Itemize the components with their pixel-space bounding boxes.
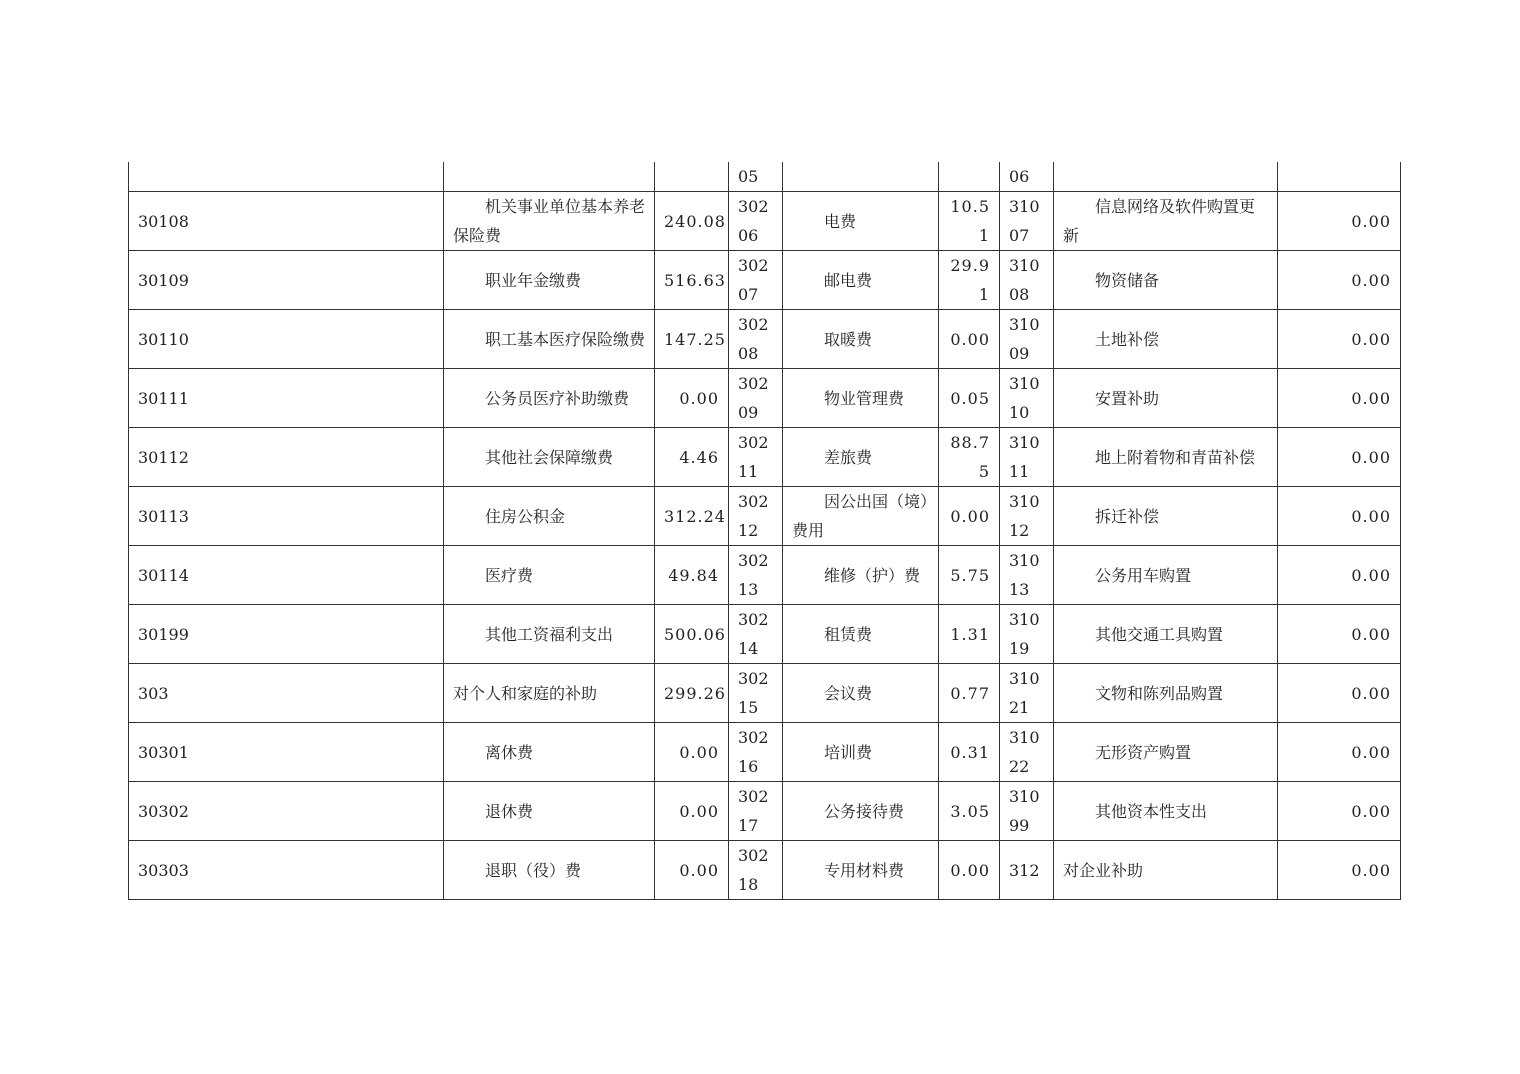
goods-name-cell-text: 电费 bbox=[824, 211, 857, 231]
goods-name-cell bbox=[783, 723, 939, 782]
personnel-amount-cell: 0.00 bbox=[655, 369, 729, 428]
personnel-name-cell-text: 退休费 bbox=[485, 801, 534, 821]
goods-code-cell: 30215 bbox=[729, 664, 783, 723]
goods-name-cell bbox=[783, 192, 939, 251]
personnel-code-cell: 30108 bbox=[129, 192, 444, 251]
capital-amount-cell: 0.00 bbox=[1278, 251, 1401, 310]
table-row bbox=[129, 428, 1401, 487]
personnel-code-cell: 303 bbox=[129, 664, 444, 723]
capital-name-cell-text: 其他交通工具购置 bbox=[1095, 624, 1224, 644]
personnel-name-cell bbox=[444, 487, 655, 546]
table-row bbox=[129, 664, 1401, 723]
table-row bbox=[129, 841, 1401, 900]
goods-name-cell-text: 因公出国（境）费用 bbox=[792, 492, 929, 540]
goods-amount-cell: 0.05 bbox=[939, 369, 1000, 428]
personnel-name-cell bbox=[444, 162, 655, 192]
goods-name-cell bbox=[783, 369, 939, 428]
capital-amount-cell: 0.00 bbox=[1278, 310, 1401, 369]
capital-code-cell: 31022 bbox=[1000, 723, 1054, 782]
capital-amount-cell: 0.00 bbox=[1278, 723, 1401, 782]
goods-name-cell bbox=[783, 310, 939, 369]
personnel-name-cell bbox=[444, 782, 655, 841]
personnel-code-cell: 30111 bbox=[129, 369, 444, 428]
capital-name-cell bbox=[1054, 782, 1278, 841]
personnel-name-cell-text: 职业年金缴费 bbox=[485, 270, 582, 290]
goods-amount-cell: 3.05 bbox=[939, 782, 1000, 841]
goods-amount-cell: 5.75 bbox=[939, 546, 1000, 605]
personnel-name-cell-text: 对个人和家庭的补助 bbox=[453, 683, 598, 703]
capital-amount-cell bbox=[1278, 162, 1401, 192]
table-row bbox=[129, 546, 1401, 605]
goods-amount-cell: 0.31 bbox=[939, 723, 1000, 782]
personnel-name-cell bbox=[444, 605, 655, 664]
table-row bbox=[129, 487, 1401, 546]
personnel-name-cell bbox=[444, 369, 655, 428]
goods-code-cell: 30216 bbox=[729, 723, 783, 782]
personnel-amount-cell: 240.08 bbox=[655, 192, 729, 251]
capital-code-cell: 31009 bbox=[1000, 310, 1054, 369]
capital-name-cell bbox=[1054, 605, 1278, 664]
goods-amount-cell: 88.75 bbox=[939, 428, 1000, 487]
personnel-amount-cell: 0.00 bbox=[655, 782, 729, 841]
capital-code-cell: 31010 bbox=[1000, 369, 1054, 428]
goods-name-cell bbox=[783, 428, 939, 487]
goods-code-cell: 30207 bbox=[729, 251, 783, 310]
personnel-name-cell bbox=[444, 664, 655, 723]
personnel-name-cell bbox=[444, 428, 655, 487]
goods-name-cell-text: 维修（护）费 bbox=[824, 565, 921, 585]
capital-amount-cell: 0.00 bbox=[1278, 605, 1401, 664]
goods-name-cell-text: 物业管理费 bbox=[824, 388, 905, 408]
capital-code-cell: 31008 bbox=[1000, 251, 1054, 310]
goods-code-cell: 30214 bbox=[729, 605, 783, 664]
capital-code-cell: 31021 bbox=[1000, 664, 1054, 723]
personnel-amount-cell: 0.00 bbox=[655, 723, 729, 782]
capital-name-cell bbox=[1054, 546, 1278, 605]
goods-amount-cell: 0.00 bbox=[939, 487, 1000, 546]
personnel-code-cell: 30112 bbox=[129, 428, 444, 487]
goods-name-cell-text: 差旅费 bbox=[824, 447, 873, 467]
capital-name-cell-text: 对企业补助 bbox=[1063, 860, 1144, 880]
capital-amount-cell: 0.00 bbox=[1278, 428, 1401, 487]
personnel-amount-cell: 147.25 bbox=[655, 310, 729, 369]
capital-name-cell-text: 物资储备 bbox=[1095, 270, 1160, 290]
capital-amount-cell: 0.00 bbox=[1278, 369, 1401, 428]
capital-name-cell-text: 安置补助 bbox=[1095, 388, 1160, 408]
goods-code-cell: 30211 bbox=[729, 428, 783, 487]
capital-name-cell-text: 信息网络及软件购置更新 bbox=[1063, 197, 1256, 245]
capital-name-cell bbox=[1054, 664, 1278, 723]
capital-name-cell-text: 拆迁补偿 bbox=[1095, 506, 1160, 526]
capital-code-cell: 31013 bbox=[1000, 546, 1054, 605]
goods-amount-cell: 0.00 bbox=[939, 310, 1000, 369]
capital-amount-cell: 0.00 bbox=[1278, 487, 1401, 546]
goods-code-cell: 30209 bbox=[729, 369, 783, 428]
personnel-code-cell: 30303 bbox=[129, 841, 444, 900]
capital-code-cell: 31099 bbox=[1000, 782, 1054, 841]
personnel-amount-cell: 49.84 bbox=[655, 546, 729, 605]
table-row bbox=[129, 782, 1401, 841]
personnel-code-cell: 30199 bbox=[129, 605, 444, 664]
goods-name-cell-text: 公务接待费 bbox=[824, 801, 905, 821]
capital-name-cell bbox=[1054, 192, 1278, 251]
capital-name-cell bbox=[1054, 310, 1278, 369]
goods-name-cell-text: 会议费 bbox=[824, 683, 873, 703]
personnel-name-cell-text: 住房公积金 bbox=[485, 506, 566, 526]
goods-amount-cell: 29.91 bbox=[939, 251, 1000, 310]
personnel-name-cell-text: 其他社会保障缴费 bbox=[485, 447, 614, 467]
goods-name-cell bbox=[783, 546, 939, 605]
goods-code-cell: 30206 bbox=[729, 192, 783, 251]
capital-name-cell bbox=[1054, 162, 1278, 192]
capital-code-cell: 312 bbox=[1000, 841, 1054, 900]
capital-name-cell bbox=[1054, 487, 1278, 546]
goods-name-cell-text: 邮电费 bbox=[824, 270, 873, 290]
capital-name-cell-text: 其他资本性支出 bbox=[1095, 801, 1208, 821]
goods-code-cell: 30213 bbox=[729, 546, 783, 605]
personnel-code-cell: 30110 bbox=[129, 310, 444, 369]
personnel-code-cell: 30301 bbox=[129, 723, 444, 782]
capital-name-cell bbox=[1054, 723, 1278, 782]
goods-name-cell-text: 培训费 bbox=[824, 742, 873, 762]
capital-code-cell: 31012 bbox=[1000, 487, 1054, 546]
table-row bbox=[129, 251, 1401, 310]
table-row bbox=[129, 162, 1401, 192]
personnel-name-cell-text: 退职（役）费 bbox=[485, 860, 582, 880]
personnel-amount-cell: 516.63 bbox=[655, 251, 729, 310]
capital-name-cell-text: 地上附着物和青苗补偿 bbox=[1095, 447, 1256, 467]
goods-amount-cell: 0.00 bbox=[939, 841, 1000, 900]
capital-code-cell: 31011 bbox=[1000, 428, 1054, 487]
personnel-name-cell-text: 职工基本医疗保险缴费 bbox=[485, 329, 646, 349]
goods-code-cell: 05 bbox=[729, 162, 783, 192]
capital-name-cell bbox=[1054, 428, 1278, 487]
goods-code-cell: 30218 bbox=[729, 841, 783, 900]
personnel-code-cell: 30109 bbox=[129, 251, 444, 310]
goods-name-cell bbox=[783, 841, 939, 900]
personnel-amount-cell bbox=[655, 162, 729, 192]
personnel-name-cell bbox=[444, 841, 655, 900]
capital-code-cell: 06 bbox=[1000, 162, 1054, 192]
goods-name-cell bbox=[783, 605, 939, 664]
goods-name-cell bbox=[783, 487, 939, 546]
personnel-name-cell-text: 其他工资福利支出 bbox=[485, 624, 614, 644]
goods-name-cell bbox=[783, 664, 939, 723]
personnel-name-cell bbox=[444, 723, 655, 782]
capital-name-cell-text: 文物和陈列品购置 bbox=[1095, 683, 1224, 703]
capital-name-cell-text: 公务用车购置 bbox=[1095, 565, 1192, 585]
personnel-name-cell-text: 离休费 bbox=[485, 742, 534, 762]
goods-code-cell: 30212 bbox=[729, 487, 783, 546]
personnel-name-cell-text: 机关事业单位基本养老保险费 bbox=[453, 197, 646, 245]
table-row bbox=[129, 192, 1401, 251]
personnel-code-cell: 30302 bbox=[129, 782, 444, 841]
goods-name-cell-text: 专用材料费 bbox=[824, 860, 905, 880]
capital-amount-cell: 0.00 bbox=[1278, 664, 1401, 723]
personnel-name-cell bbox=[444, 251, 655, 310]
goods-name-cell bbox=[783, 251, 939, 310]
personnel-name-cell-text: 医疗费 bbox=[485, 565, 534, 585]
capital-name-cell bbox=[1054, 369, 1278, 428]
personnel-name-cell bbox=[444, 546, 655, 605]
capital-amount-cell: 0.00 bbox=[1278, 192, 1401, 251]
capital-amount-cell: 0.00 bbox=[1278, 782, 1401, 841]
capital-name-cell-text: 土地补偿 bbox=[1095, 329, 1160, 349]
personnel-amount-cell: 0.00 bbox=[655, 841, 729, 900]
capital-amount-cell: 0.00 bbox=[1278, 546, 1401, 605]
capital-name-cell-text: 无形资产购置 bbox=[1095, 742, 1192, 762]
goods-name-cell-text: 取暖费 bbox=[824, 329, 873, 349]
goods-name-cell bbox=[783, 162, 939, 192]
personnel-code-cell: 30114 bbox=[129, 546, 444, 605]
goods-amount-cell: 0.77 bbox=[939, 664, 1000, 723]
personnel-amount-cell: 500.06 bbox=[655, 605, 729, 664]
table-row bbox=[129, 605, 1401, 664]
personnel-name-cell-text: 公务员医疗补助缴费 bbox=[485, 388, 630, 408]
personnel-amount-cell: 312.24 bbox=[655, 487, 729, 546]
goods-amount-cell: 1.31 bbox=[939, 605, 1000, 664]
capital-code-cell: 31019 bbox=[1000, 605, 1054, 664]
personnel-code-cell bbox=[129, 162, 444, 192]
personnel-name-cell bbox=[444, 192, 655, 251]
capital-amount-cell: 0.00 bbox=[1278, 841, 1401, 900]
personnel-amount-cell: 299.26 bbox=[655, 664, 729, 723]
goods-amount-cell: 10.51 bbox=[939, 192, 1000, 251]
capital-name-cell bbox=[1054, 841, 1278, 900]
personnel-name-cell bbox=[444, 310, 655, 369]
capital-name-cell bbox=[1054, 251, 1278, 310]
goods-amount-cell bbox=[939, 162, 1000, 192]
expenditure-table bbox=[128, 162, 1401, 900]
goods-name-cell-text: 租赁费 bbox=[824, 624, 873, 644]
personnel-code-cell: 30113 bbox=[129, 487, 444, 546]
table-row bbox=[129, 723, 1401, 782]
table-row bbox=[129, 369, 1401, 428]
table-row bbox=[129, 310, 1401, 369]
capital-code-cell: 31007 bbox=[1000, 192, 1054, 251]
personnel-amount-cell: 4.46 bbox=[655, 428, 729, 487]
goods-name-cell bbox=[783, 782, 939, 841]
goods-code-cell: 30208 bbox=[729, 310, 783, 369]
goods-code-cell: 30217 bbox=[729, 782, 783, 841]
